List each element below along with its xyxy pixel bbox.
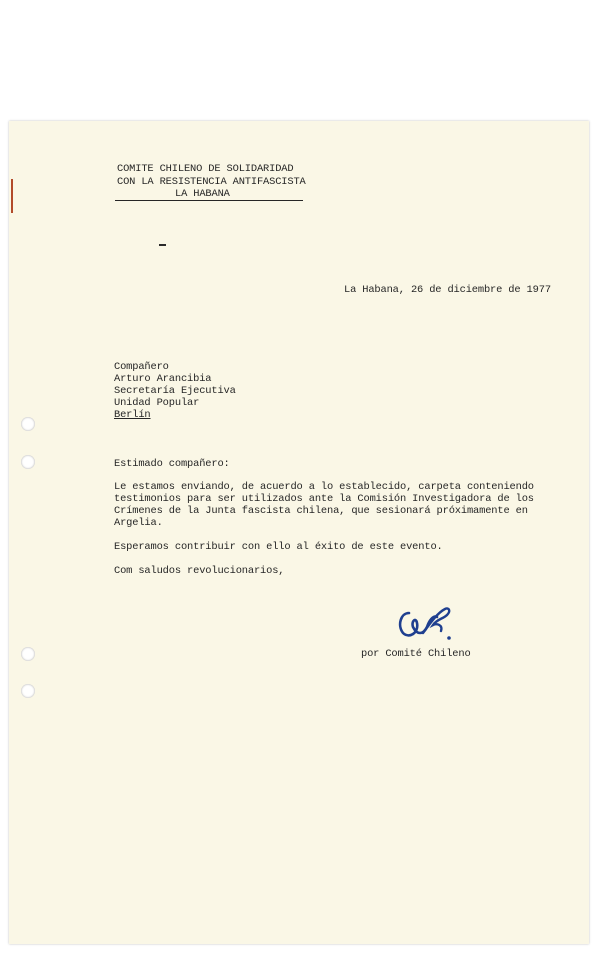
edge-ink-mark [11,179,13,213]
recipient-line-1: Compañero [114,361,169,373]
letterhead-rule [115,200,303,201]
body-line-2: testimonios para ser utilizados ante la Comisión Investigadora de los [114,493,534,505]
recipient-city: Berlín [114,409,151,421]
body-paragraph-2: Esperamos contribuir con ello al éxito de este evento. [114,541,443,553]
handwritten-signature [393,605,463,645]
salutation: Estimado compañero: [114,458,230,470]
letterhead-line-3: LA HABANA [175,188,230,200]
letterhead-line-2: CON LA RESISTENCIA ANTIFASCISTA [117,176,306,188]
letterhead-line-1: COMITE CHILENO DE SOLIDARIDAD [117,163,294,175]
punch-hole [21,455,35,469]
stray-mark [159,244,166,246]
signature-label: por Comité Chileno [361,648,471,660]
body-line-3: Crímenes de la Junta fascista chilena, que sesionará próximamente en [114,505,528,517]
punch-hole [21,647,35,661]
recipient-line-4: Unidad Popular [114,397,200,409]
punch-hole [21,417,35,431]
body-line-4: Argelia. [114,517,163,529]
recipient-line-2: Arturo Arancibia [114,373,212,385]
closing-line: Com saludos revolucionarios, [114,565,285,577]
recipient-line-3: Secretaría Ejecutiva [114,385,236,397]
date-line: La Habana, 26 de diciembre de 1977 [344,284,551,296]
letter-page [9,121,589,944]
punch-hole [21,684,35,698]
body-line-1: Le estamos enviando, de acuerdo a lo establecido, carpeta conteniendo [114,481,534,493]
